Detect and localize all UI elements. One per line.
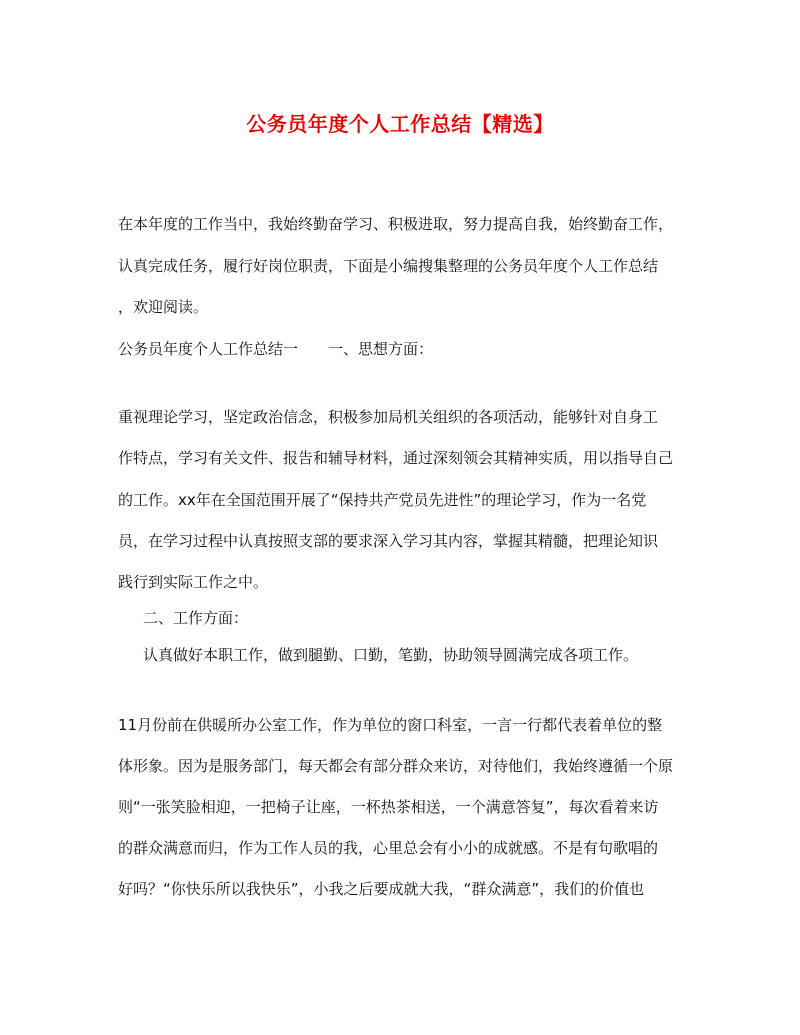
work-line-2: 体形象。因为是服务部门，每天都会有部分群众来访，对待他们，我始终遵循一个原 — [118, 757, 674, 775]
document-title: 公务员年度个人工作总结【精选】 — [246, 112, 554, 136]
thought-line-5: 践行到实际工作之中。 — [118, 573, 269, 591]
intro-line-3: ，欢迎阅读。 — [118, 298, 209, 316]
thought-line-1: 重视理论学习，坚定政治信念，积极参加局机关组织的各项活动，能够针对自身工 — [118, 408, 659, 426]
thought-line-2: 作特点，学习有关文件、报告和辅导材料，通过深刻领会其精神实质，用以指导自己 — [118, 449, 674, 467]
intro-line-2: 认真完成任务，履行好岗位职责，下面是小编搜集整理的公务员年度个人工作总结 — [118, 257, 659, 275]
thought-line-3: 的工作。xx年在全国范围开展了“保持共产党员先进性”的理论学习，作为一名党 — [118, 491, 647, 509]
work-line-5: 好吗？“你快乐所以我快乐”，小我之后要成就大我，“群众满意”，我们的价值也 — [118, 880, 645, 898]
thought-line-4: 员，在学习过程中认真按照支部的要求深入学习其内容，掌握其精髓，把理论知识 — [118, 532, 659, 550]
section-two-heading: 二、工作方面： — [143, 609, 249, 627]
work-line-1: 11月份前在供暖所办公室工作，作为单位的窗口科室，一言一行都代表着单位的整 — [118, 716, 663, 734]
work-line-3: 则“一张笑脸相迎，一把椅子让座，一杯热茶相送，一个满意答复”，每次看着来访 — [118, 798, 659, 816]
work-line: 认真做好本职工作，做到腿勤、口勤，笔勤，协助领导圆满完成各项工作。 — [143, 646, 639, 664]
section-one-heading: 公务员年度个人工作总结一 一、思想方面： — [118, 340, 434, 358]
work-line-4: 的群众满意而归，作为工作人员的我，心里总会有小小的成就感。不是有句歌唱的 — [118, 839, 659, 857]
intro-line-1: 在本年度的工作当中，我始终勤奋学习、积极进取，努力提高自我，始终勤奋工作， — [118, 215, 674, 233]
